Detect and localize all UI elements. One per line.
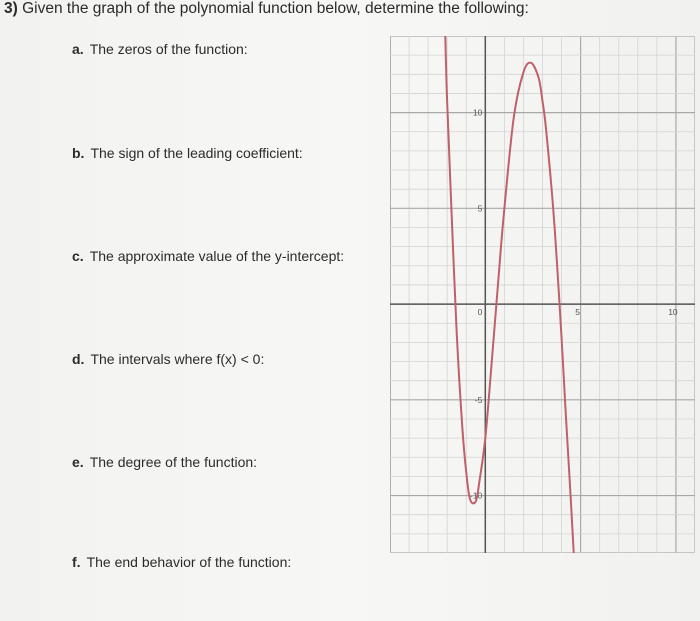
question-a: [72, 41, 248, 57]
x-tick-label: 0: [477, 307, 483, 318]
problem-heading: [4, 0, 529, 18]
polynomial-graph: [390, 36, 695, 553]
question-letter: a.: [72, 41, 84, 57]
problem-number: 3): [4, 0, 18, 17]
question-text: The degree of the function:: [89, 454, 258, 470]
question-letter: f.: [72, 554, 81, 570]
question-letter: e.: [72, 454, 84, 470]
problem-title: Given the graph of the polynomial function below, determine the following:: [22, 0, 529, 17]
grid: [390, 36, 695, 553]
question-text: The sign of the leading coefficient:: [90, 145, 303, 161]
y-tick-label: 5: [477, 203, 483, 214]
question-letter: c.: [72, 248, 84, 264]
question-c: [72, 248, 344, 264]
question-text: The end behavior of the function:: [86, 554, 292, 570]
x-tick-label: 10: [668, 307, 678, 318]
y-tick-label: 10: [472, 107, 483, 118]
question-letter: b.: [72, 145, 85, 161]
question-f: [72, 554, 291, 570]
x-tick-label: 5: [575, 307, 580, 318]
question-d: [72, 351, 264, 367]
question-text: The zeros of the function:: [89, 41, 248, 57]
y-tick-label: -5: [474, 394, 483, 405]
question-text: The intervals where f(x) < 0:: [90, 351, 265, 367]
question-letter: d.: [72, 351, 85, 367]
y-tick-label: -10: [470, 490, 483, 501]
question-e: [72, 454, 257, 470]
question-text: The approximate value of the y-intercept:: [89, 248, 345, 264]
question-b: [72, 145, 303, 161]
